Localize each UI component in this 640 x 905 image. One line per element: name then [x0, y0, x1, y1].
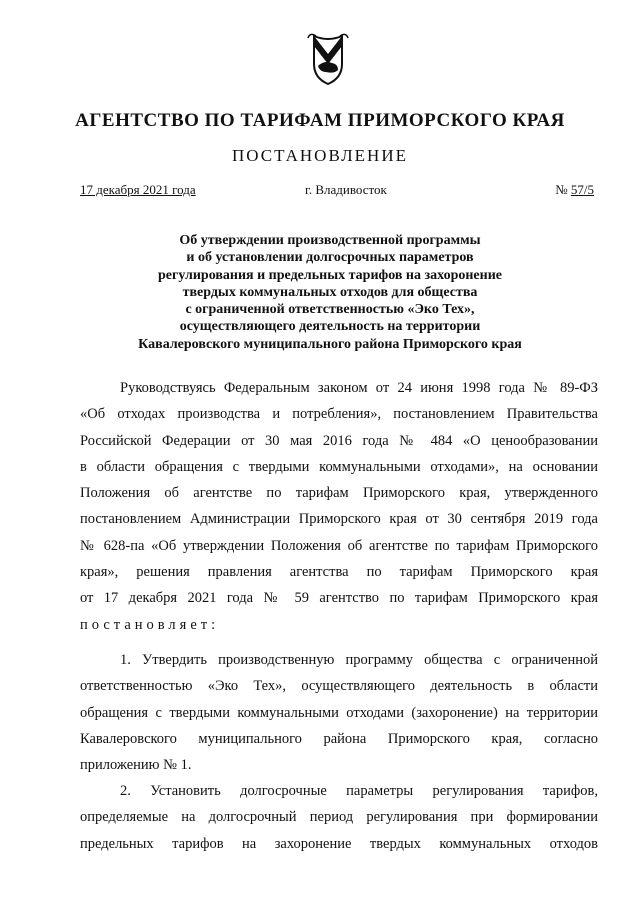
document-date: 17 декабря 2021 года [80, 182, 196, 197]
preamble-paragraph [80, 375, 598, 638]
clause-1 [80, 647, 598, 778]
body-line: приложению № 1. [80, 757, 192, 774]
body-line: ответственностью «Эко Тех», осуществляющего деятельность в области [80, 678, 598, 695]
body-line: края», решения правления агентства по тарифам Приморского края [80, 564, 598, 581]
title-line: регулирования и предельных тарифов на захоронение [157, 267, 502, 283]
body-line: № 628-па «Об утверждении Положения об агентстве по тарифам Приморского [80, 537, 598, 554]
body-line: определяемые на долгосрочный период регулирования при формировании [80, 809, 598, 826]
document-title [60, 232, 600, 353]
number-prefix: № [555, 182, 571, 197]
title-line: осуществляющего деятельность на территории [179, 319, 481, 335]
body-line: Положения об агентстве по тарифам Приморского края, утвержденного [80, 485, 598, 502]
body-line: обращения с твердыми коммунальными отходами (захоронение) на территории [80, 704, 598, 721]
body-line: постановлением Администрации Приморского края от 30 сентября 2019 года [80, 511, 598, 528]
clause-2 [80, 778, 598, 857]
title-line: Кавалеровского муниципального района Приморского края [138, 336, 522, 352]
coat-of-arms-icon [304, 30, 352, 86]
document-number [555, 182, 594, 198]
title-line: с ограниченной ответственностью «Эко Тех», [185, 302, 475, 318]
body-line: от 17 декабря 2021 года № 59 агентство по тарифам Приморского края [80, 590, 598, 607]
document-type: ПОСТАНОВЛЕНИЕ [231, 146, 408, 165]
body-line-resolves: постановляет: [80, 616, 220, 633]
body-line: предельных тарифов на захоронение твердых коммунальных отходов [80, 835, 598, 852]
body-line: Российской Федерации от 30 мая 2016 года № 484 «О ценообразовании [80, 432, 598, 449]
body-line: в области обращения с твердыми коммунальными отходами», на основании [80, 458, 598, 475]
title-line: твердых коммунальных отходов для общества [182, 284, 478, 300]
body-line: 2. Установить долгосрочные параметры регулирования тарифов, [120, 783, 598, 799]
title-line: и об установлении долгосрочных параметров [186, 250, 474, 266]
agency-name: АГЕНТСТВО ПО ТАРИФАМ ПРИМОРСКОГО КРАЯ [75, 110, 565, 131]
title-line: Об утверждении производственной программы [179, 233, 481, 248]
body-line: «Об отходах производства и потребления», постановлением Правительства [80, 406, 598, 423]
document-city: г. Владивосток [305, 182, 387, 197]
number-value: 57/5 [570, 182, 594, 197]
body-line: Кавалеровского муниципального района Приморского края, согласно [80, 730, 598, 747]
body-line: 1. Утвердить производственную программу общества с ограниченной [120, 652, 598, 668]
body-line: Руководствуясь Федеральным законом от 24 июня 1998 года № 89-ФЗ [120, 380, 598, 396]
